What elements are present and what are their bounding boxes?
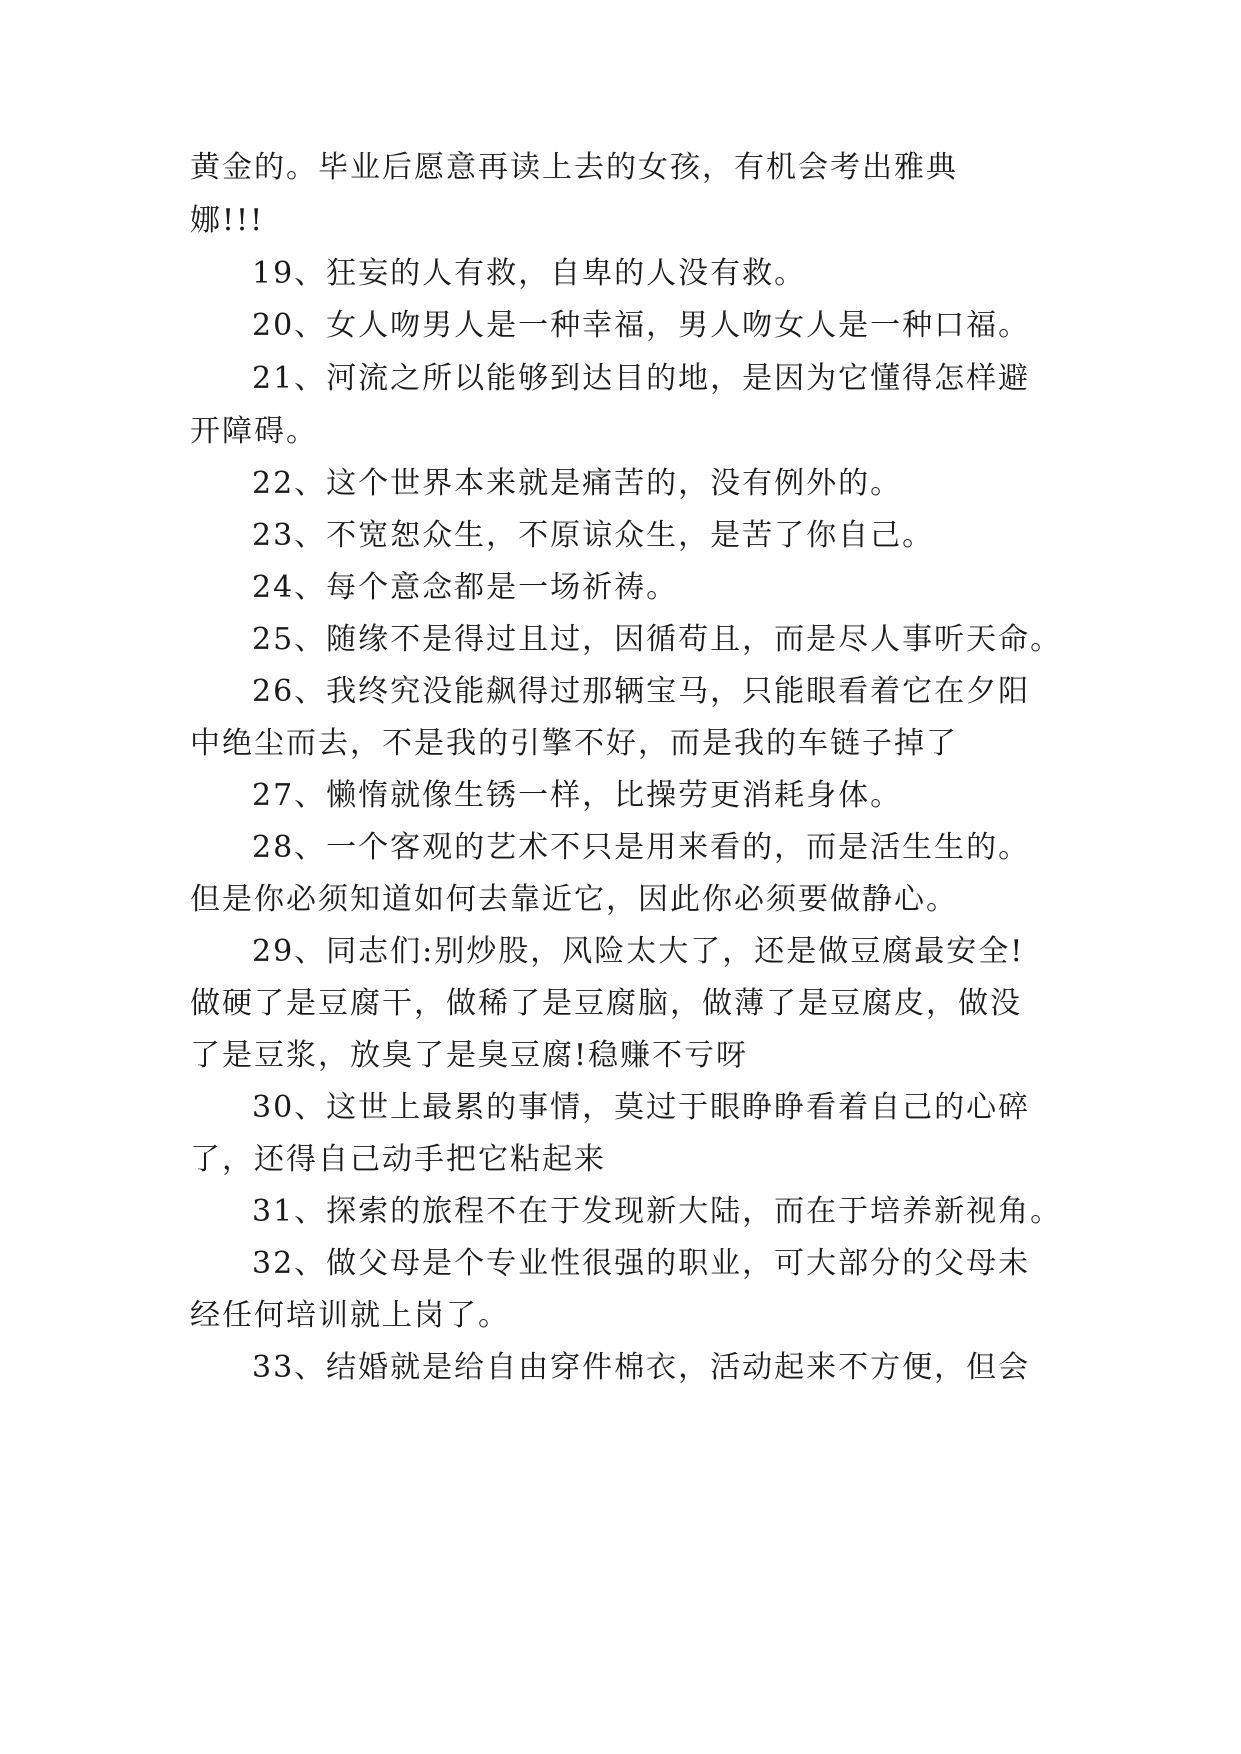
text-line: 开障碍。 xyxy=(190,414,318,449)
text-line: 25、随缘不是得过且过，因循苟且，而是尽人事听天命。 xyxy=(252,622,1063,657)
text-line: 19、狂妄的人有救，自卑的人没有救。 xyxy=(252,256,807,291)
text-line: 30、这世上最累的事情，莫过于眼睁睁看着自己的心碎 xyxy=(252,1090,1031,1125)
text-line: 31、探索的旅程不在于发现新大陆，而在于培养新视角。 xyxy=(252,1194,1063,1229)
text-line: 22、这个世界本来就是痛苦的，没有例外的。 xyxy=(252,466,903,501)
text-line: 26、我终究没能飙得过那辆宝马，只能眼看着它在夕阳 xyxy=(252,674,1031,709)
text-line: 中绝尘而去，不是我的引擎不好，而是我的车链子掉了 xyxy=(190,726,958,761)
text-line: 了，还得自己动手把它粘起来 xyxy=(190,1142,606,1177)
text-line: 娜!!! xyxy=(190,203,265,238)
text-line: 23、不宽恕众生，不原谅众生，是苦了你自己。 xyxy=(252,518,935,553)
text-line: 32、做父母是个专业性很强的职业，可大部分的父母未 xyxy=(252,1246,1031,1281)
text-line: 但是你必须知道如何去靠近它，因此你必须要做静心。 xyxy=(190,882,958,917)
text-line: 经任何培训就上岗了。 xyxy=(190,1298,510,1333)
text-line: 做硬了是豆腐干，做稀了是豆腐脑，做薄了是豆腐皮，做没 xyxy=(190,986,1022,1021)
text-line: 21、河流之所以能够到达目的地，是因为它懂得怎样避 xyxy=(252,361,1031,396)
text-line: 28、一个客观的艺术不只是用来看的，而是活生生的。 xyxy=(252,830,1031,865)
text-line: 24、每个意念都是一场祈祷。 xyxy=(252,570,679,605)
text-line: 33、结婚就是给自由穿件棉衣，活动起来不方便，但会 xyxy=(252,1350,1031,1385)
text-line: 黄金的。毕业后愿意再读上去的女孩，有机会考出雅典 xyxy=(190,150,958,185)
text-line: 了是豆浆，放臭了是臭豆腐!稳赚不亏呀 xyxy=(190,1038,749,1073)
text-line: 27、懒惰就像生锈一样，比操劳更消耗身体。 xyxy=(252,778,903,813)
text-line: 29、同志们:别炒股，风险太大了，还是做豆腐最安全! xyxy=(252,934,1025,969)
text-line: 20、女人吻男人是一种幸福，男人吻女人是一种口福。 xyxy=(252,308,1031,343)
